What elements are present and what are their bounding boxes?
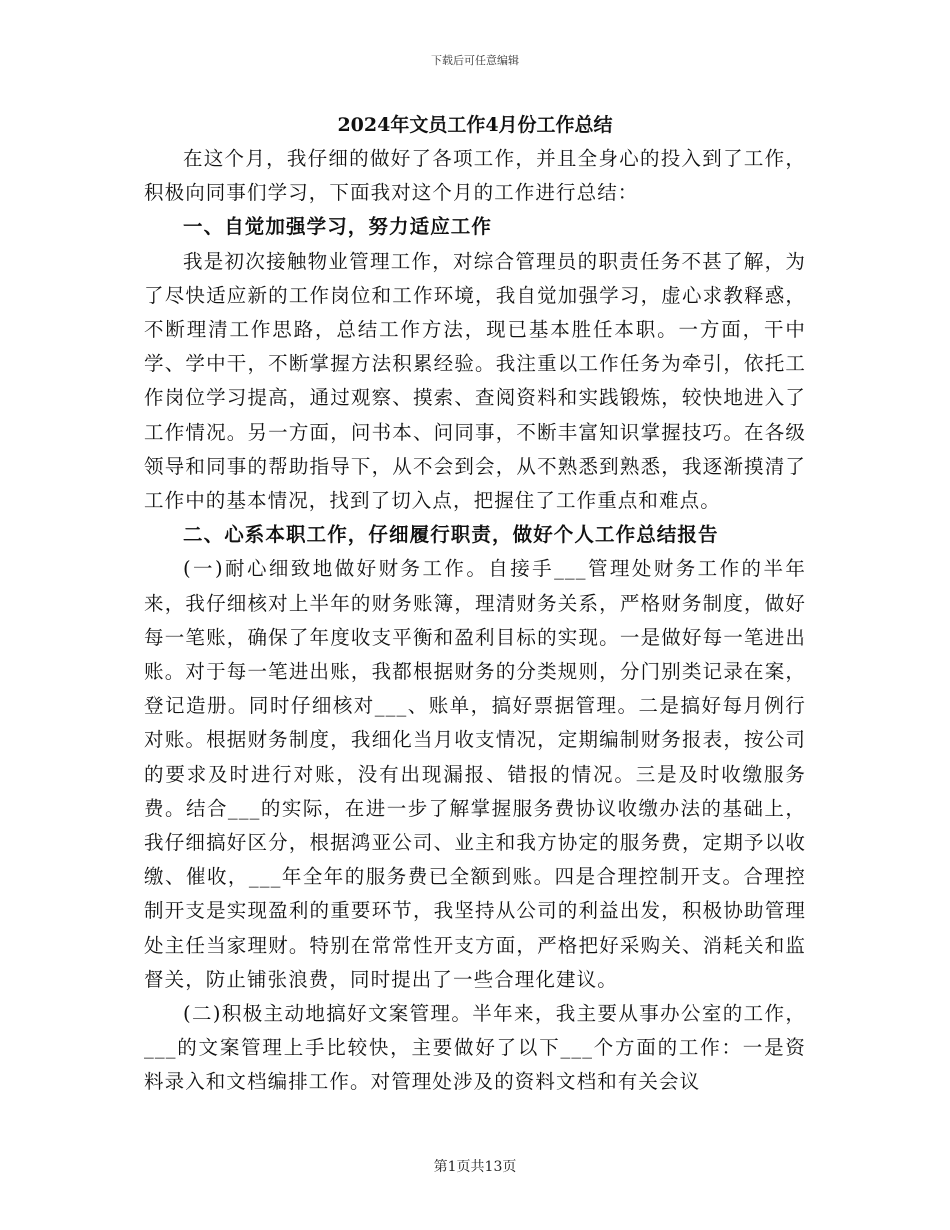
section-1-heading: 一、自觉加强学习，努力适应工作: [183, 215, 493, 239]
document-title: 2024年文员工作4月份工作总结: [337, 114, 613, 136]
intro-paragraph: 在这个月，我仔细的做好了各项工作，并且全身心的投入到了工作，积极向同事们学习，下面我对这个月的工作进行总结：: [144, 147, 806, 205]
header-note: 下载后可任意编辑: [431, 54, 519, 67]
section-1-paragraph: 我是初次接触物业管理工作，对综合管理员的职责任务不甚了解，为了尽快适应新的工作岗位和工作环境，我自觉加强学习，虚心求教释惑，不断理清工作思路，总结工作方法，现已基本胜任本职。一方面，干中学、学中干，不断掌握方法积累经验。我注重以工作任务为牵引，依托工作岗位学习提高，通过观察、摸索、查阅资料和实践锻炼，较快地进入了工作情况。另一方面，问书本、问同事，不断丰富知识掌握技巧。在各级领导和同事的帮助指导下，从不会到会，从不熟悉到熟悉，我逐渐摸清了工作中的基本情况，找到了切入点，把握住了工作重点和难点。: [144, 249, 806, 513]
section-2-paragraph-2: (二)积极主动地搞好文案管理。半年来，我主要从事办公室的工作，___的文案管理上手比较快，主要做好了以下___个方面的工作：一是资料录入和文档编排工作。对管理处涉及的资料文档和有关会议: [144, 1002, 806, 1094]
section-2-heading: 二、心系本职工作，仔细履行职责，做好个人工作总结报告: [183, 523, 719, 547]
document-body: [144, 108, 806, 1100]
page-number: 第1页共13页: [433, 1159, 517, 1175]
section-2-paragraph-1: (一)耐心细致地做好财务工作。自接手___管理处财务工作的半年来，我仔细核对上半年的财务账簿，理清财务关系，严格财务制度，做好每一笔账，确保了年度收支平衡和盈利目标的实现。一是做好每一笔进出账。对于每一笔进出账，我都根据财务的分类规则，分门别类记录在案，登记造册。同时仔细核对___、账单，搞好票据管理。二是搞好每月例行对账。根据财务制度，我细化当月收支情况，定期编制财务报表，按公司的要求及时进行对账，没有出现漏报、错报的情况。三是及时收缴服务费。结合___的实际，在进一步了解掌握服务费协议收缴办法的基础上，我仔细搞好区分，根据鸿亚公司、业主和我方协定的服务费，定期予以收缴、催收，___年全年的服务费已全额到账。四是合理控制开支。合理控制开支是实现盈利的重要环节，我坚持从公司的利益出发，积极协助管理处主任当家理财。特别在常常性开支方面，严格把好采购关、消耗关和监督关，防止铺张浪费，同时提出了一些合理化建议。: [144, 557, 806, 991]
